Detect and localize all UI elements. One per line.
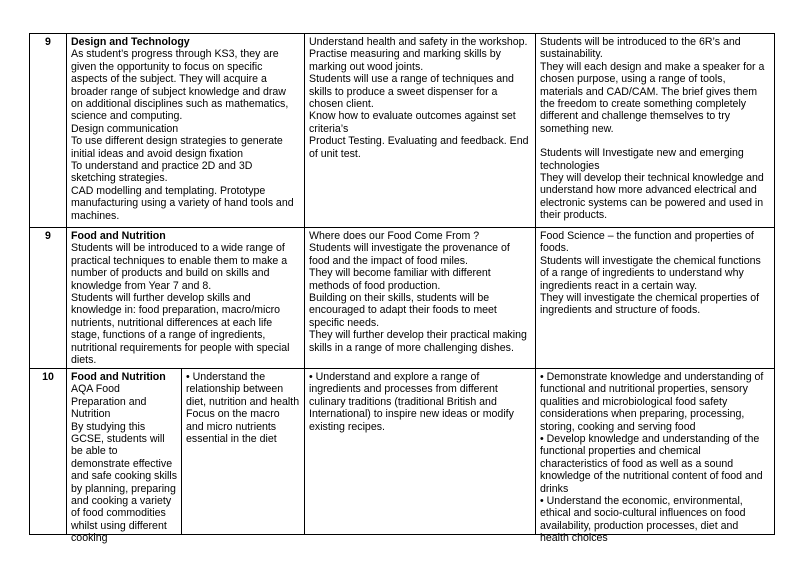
paragraph: As student’s progress through KS3, they are given the opportunity to focus on specific aspects of the subject. They will acquire a broader range of subject knowledge and draw on additional disciplines such as mathematics, science and computing. [71,48,289,123]
term-3-cell [535,369,775,545]
paragraph: Students will further develop skills and knowledge in: food preparation, macro/micro nutrients, nutritional differences at each life stage, functions of a range of ingredients, nutritional requirements for people with special diets. [71,292,290,367]
term-1-cell [181,369,304,535]
year-cell [29,228,66,369]
subject-cell [66,34,304,228]
table-row [29,368,775,545]
year-cell [29,369,66,535]
paragraph: Food Science – the function and properties of foods. [540,230,754,255]
paragraph: To understand and practice 2D and 3D sketching strategies. [71,160,253,185]
paragraph: Practise measuring and marking skills by marking out wood joints. [309,48,501,73]
paragraph: Students will investigate the provenance of food and the impact of food miles. [309,242,510,267]
paragraph: They will each design and make a speaker for a chosen purpose, using a range of tools, materials and CAD/CAM. The brief gives them the freedom to create something completely different and challenge themselves to try something new. [540,60,765,135]
paragraph: • Understand and explore a range of ingredients and processes from different culinary traditions (traditional British and International) to inspire new ideas or modify existing recipes. [309,371,514,433]
term-3-cell [535,228,775,369]
paragraph: They will investigate the chemical properties of ingredients and structure of foods. [540,292,760,317]
paragraph: • Understand the economic, environmental, ethical and socio-cultural influences on food availability, production processes, diet and health choices [540,495,746,545]
paragraph: They will further develop their practical making skills in a range of more challenging dishes. [309,329,527,354]
year-cell [29,34,66,228]
paragraph: They will develop their technical knowledge and understand how more advanced electrical and electronic systems can be powered and used in their products. [540,172,764,222]
term-3-cell [535,34,775,228]
paragraph: CAD modelling and templating. Prototype manufacturing using a variety of hand tools and machines. [71,184,294,222]
subject-cell [66,369,181,545]
paragraph: • Demonstrate knowledge and understanding of functional and nutritional properties, sensory qualities and microbiological food safety considerations when preparing, processing, storing, cooking and serving food [540,371,764,433]
paragraph: Focus on the macro and micro nutrients essential in the diet [186,408,280,446]
table-row [29,227,775,369]
term-2-cell [304,34,535,228]
paragraph: By studying this GCSE, students will be able to demonstrate effective and safe cooking skills by planning, preparing and cooking a variety of food commodities whilst using different cooking [71,420,177,545]
paragraph: • Develop knowledge and understanding of the functional properties and chemical characteristics of food as well as a sound knowledge of the nutritional content of food and drinks [540,433,763,495]
subject-cell [66,228,304,369]
subject-title: Food and Nutrition [71,230,166,242]
table-row [29,33,775,228]
paragraph: Building on their skills, students will be encouraged to adapt their foods to meet specific needs. [309,292,497,329]
paragraph: They will become familiar with different methods of food production. [309,267,491,292]
paragraph: Product Testing. Evaluating and feedback. End of unit test. [309,135,529,160]
year-number: 9 [45,36,51,48]
paragraph: Students will Investigate new and emerging technologies [540,147,744,172]
paragraph: • Understand the relationship between diet, nutrition and health [186,371,300,408]
subject-title: Design and Technology [71,36,190,48]
spacer [540,135,770,147]
year-number: 10 [42,371,54,383]
paragraph: Where does our Food Come From ? [309,230,480,242]
paragraph: Students will be introduced to a wide range of practical techniques to enable them to make a number of products and build on skills and knowledge from Year 7 and 8. [71,242,288,292]
paragraph: Students will use a range of techniques and skills to produce a sweet dispenser for a chosen client. [309,73,514,111]
term-2-cell [304,228,535,369]
paragraph: Design communication [71,122,179,135]
paragraph: AQA Food Preparation and Nutrition [71,383,147,421]
paragraph: Students will investigate the chemical functions of a range of ingredients to understand why ingredients react in a certain way. [540,254,761,292]
subject-title: Food and Nutrition [71,371,166,383]
paragraph: Understand health and safety in the workshop. [309,36,528,48]
paragraph: Students will be introduced to the 6R’s and sustainability. [540,36,741,61]
table-bottom-border [29,534,775,535]
term-2-cell [304,369,535,535]
paragraph: To use different design strategies to generate initial ideas and avoid design fixation [71,135,283,160]
year-number: 9 [45,230,51,242]
paragraph: Know how to evaluate outcomes against set criteria’s [309,110,516,135]
